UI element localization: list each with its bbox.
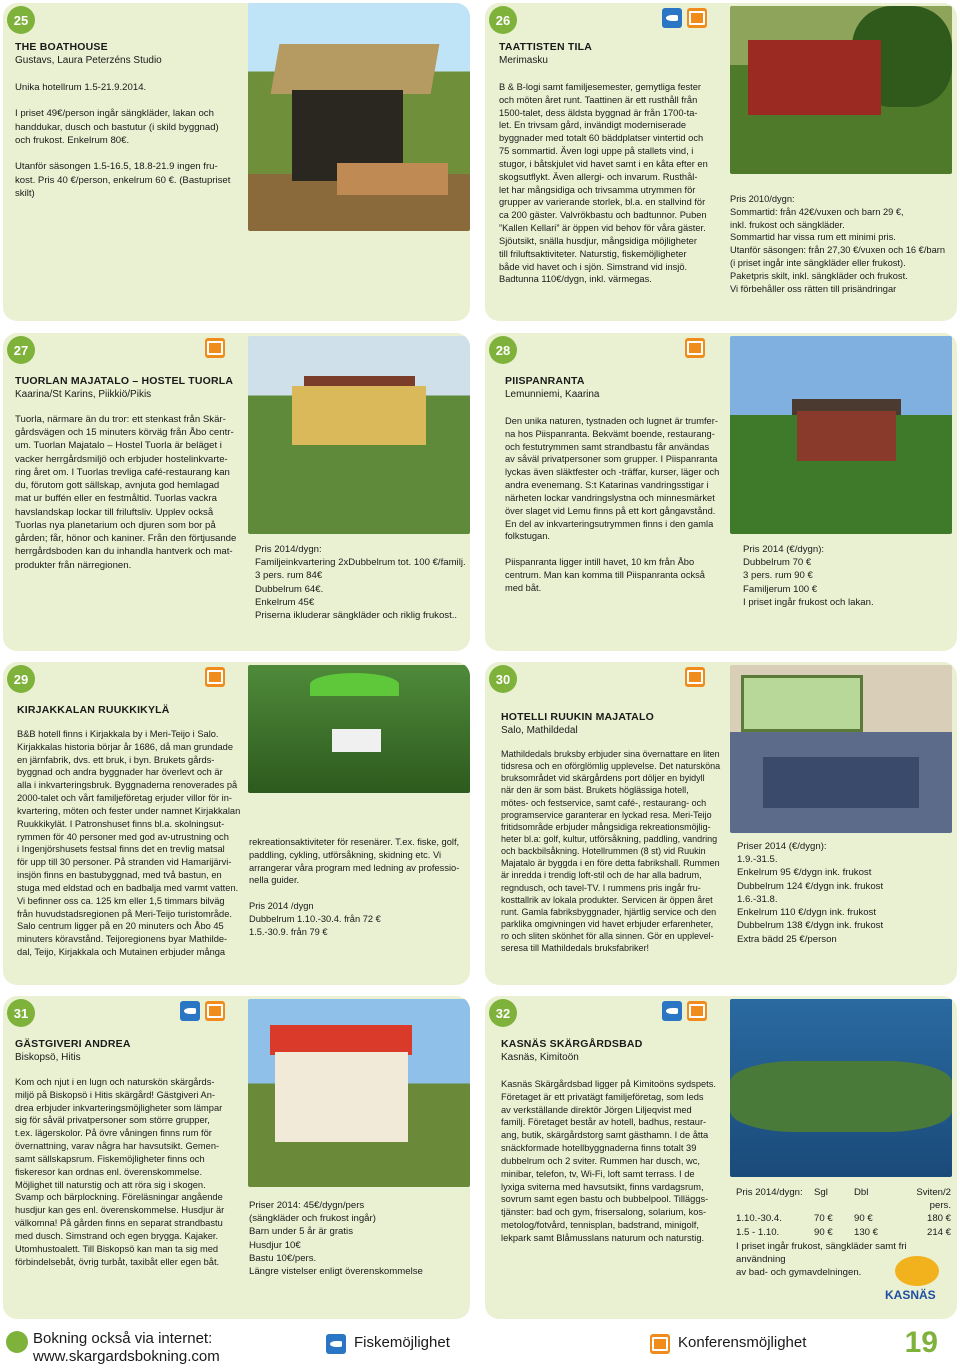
farm-photo [730,6,952,174]
booking-text: Bokning också via internet: [33,1330,213,1347]
listing-location: Gustavs, Laura Peterzéns Studio [15,55,162,66]
hostel-photo [248,336,470,534]
price-table-row: 1.5 - 1.10. 90 € 130 € 214 € [736,1226,951,1238]
price-table-header: Pris 2014/dygn: Sgl Dbl Sviten/2 pers. [736,1187,951,1212]
aerial-photo [730,999,952,1177]
booking-url[interactable]: www.skargardsbokning.com [33,1348,220,1365]
listing-number-badge: 27 [7,336,35,364]
conference-icon [685,667,705,687]
listing-card-29 [3,662,470,985]
listing-card-25 [3,3,470,321]
listing-location: Kasnäs, Kimitoön [501,1052,579,1063]
listing-number-badge: 31 [7,999,35,1027]
guesthouse-photo [248,999,470,1187]
listing-title: HOTELLI RUUKIN MAJATALO [501,711,654,723]
listing-location: Kaarina/St Karins, Piikkiö/Pikis [15,389,152,400]
conference-icon [205,1001,225,1021]
listing-title: THE BOATHOUSE [15,41,108,53]
conference-icon [205,667,225,687]
listing-description: Mathildedals bruksby erbjuder sina övernattare en liten tidsresa och en oförglömlig upplevelse. Det natursköna bruksområdet vid skärgårdens port döljer en byidyll när den är som bäst. Brukets höglässiga hotell, mötes- och festservice, samt café-, restaurang- och programservice garanterar en lyckad resa. Meri-Teijo fritidsområde erbjuder mångsidiga rekreationsmöjlig- heter bl.a: golf, kultur, utförsåkning, paddling, vandring och backbilsåkning. Hotellrummen (8 st) vid Ruukin Majatalo är byggda i en före detta fabrikshall. Rummen är inredda i trendig loft-stil och de har alla badrum, regndusch, och tavel-TV. I rummens pris ingår fru- kosttallrik av lokala produkter. Servicen är öppen året runt. Gamla fabriksbyggnader, hjärtlig service och den parklika omgivningen vid havet erbjuder erfarenheter, ro och sliten skönhet för alla sinnen. Gör en upplevel- seresa till Mathildedals bruksfabriker! [501,749,721,954]
fishing-icon [326,1334,346,1354]
listing-number-badge: 30 [489,665,517,693]
listing-price: Priser 2014 (€/dygn): 1.9.-31.5. Enkelrum 95 €/dygn ink. frukost Dubbelrum 124 €/dygn ink. frukost 1.6.-31.8. Enkelrum 110 €/dygn ink. frukost Dubbelrum 138 €/dygn ink. frukost Extra bädd 25 €/person [737,841,884,945]
listing-card-26 [485,3,957,321]
listing-price: Pris 2014/dygn: Familjeinkvartering 2xDubbelrum tot. 100 €/familj. 3 pers. rum 84€ Dubbelrum 64€. Enkelrum 45€ Priserna ikluderar sängkläder och riklig frukost.. [255,544,466,622]
conference-legend: Konferensmöjlighet [678,1334,807,1351]
listing-description: B & B-logi samt familjesemester, gemytliga fester och möten året runt. Taattinen är ett rusthåll från 1500-talet, dess äldsta byggnad är från 1700-ta- let. En trivsam gård, invändigt moderniserade byggnader med totalt 60 bäddplatser vintertid och 75 sommartid. Även logi uppe på stallets vind, i stugor, i båtskjulet vid havet samt i en kåta efter en skogsutflykt. Även allergi- och invarum. Rusthål- let har mångsidiga och trivsamma utrymmen för grupper av varierande storlek, bl.a. en stallvind för ca 200 gäster. Valvrökbastu och badtunnor. Puben ”Kallen Kellari” är öppen vid behov för våra gäster. Sjöutsikt, snälla husdjur, mångsidiga möjligheter till friluftsaktiviteter. Naturstig, fiskemöjligheter både vid havet och i sjön. Simstrand vid insjö. Badtunna 110€/dygn, inkl. värmegas. [499,82,708,285]
piispanranta-photo [730,336,952,534]
conference-icon [685,338,705,358]
listing-title: GÄSTGIVERI ANDREA [15,1038,131,1050]
listing-number-badge: 28 [489,336,517,364]
listing-title: TUORLAN MAJATALO – HOSTEL TUORLA [15,375,234,387]
conference-icon [687,1001,707,1021]
listing-location: Merimasku [499,55,548,66]
listing-price: Pris 2010/dygn: Sommartid: från 42€/vuxen och barn 29 €, inkl. frukost och sängkläder. Sommartid har vissa rum ett minimi pris. Utanför säsongen: från 27,30 €/vuxen och 16 €/barn (i priset ingår inte sängkläder eller frukost). Paketpris skilt, inkl. sängkläder och frukost. Vi förbehåller oss rätten till prisändringar [730,194,946,294]
kirjakkala-photo [248,665,470,793]
price-table-row: 1.10.-30.4. 70 € 90 € 180 € [736,1213,951,1225]
listing-card-30 [485,662,957,985]
listing-card-27 [3,333,470,651]
booking-icon [6,1331,28,1353]
listing-number-badge: 25 [7,6,35,34]
listing-description: Kom och njut i en lugn och naturskön skärgårds- miljö på Biskopsö i Hitis skärgård! Gästgiveri An- drea erbjuder inkvarteringsmöjligheter som lämpar sig för såväl privatpersoner som större grupper, t.ex. lägerskolor. På övre våningen finns rum för övernattning, varav några har havsutsikt. Gemen- samt sällskapsrum. Fiskemöjligheter finns och fiskeresor kan ordnas enl. överenskommelse. Möjlighet till naturstig och att röra sig i skogen. Svamp och bärplockning. Föreläsningar angående husdjur kan ges enl. överenskommelse. Husdjur är välkomna! På gården finns en separat strandbastu med dusch. Simstrand och egen brygga. Kajaker. Utomhustoalett. Till Biskopsö kan man ta sig med förbindelsebåt, övrig turbåt, taxibåt eller egen båt. [15,1077,225,1267]
listing-location: Biskopsö, Hitis [15,1052,81,1063]
fishing-icon [180,1001,200,1021]
listing-price: Pris 2014 (€/dygn): Dubbelrum 70 € 3 pers. rum 90 € Familjerum 100 € I priset ingår frukost och lakan. [743,544,874,608]
fishing-icon [662,8,682,28]
page-number: 19 [904,1326,938,1359]
listing-card-32 [485,996,957,1319]
conference-icon [205,338,225,358]
price-table [736,1186,951,1239]
listing-number-badge: 29 [7,665,35,693]
listing-description: Kasnäs Skärgårdsbad ligger på Kimitoöns sydspets. Företaget är ett privatägt familjeföretag, som leds av verkställande direktör Jörgen Liljeqvist med familj. Företaget består av hotell, badhus, restaur- ang, butik, skärgårdstorg samt gästhamn. I de åtta snäckformade hotellbyggnaderna finns totalt 39 dubbelrum och 2 sviter. Rummen har dusch, wc, minibar, telefon, tv, Wi-Fi, loft samt terrass. I de lyxiga sviterna med havsutsikt, finns vardagsrum, sovrum samt egen bastu och bubbelpool. Tilläggs- tjänster: bad och gym, frisersalong, solarium, kos- metolog/fotvård, tennisplan, badstrand, minigolf, lekpark samt Blåmusslans naturum och naturstig. [501,1079,716,1243]
listing-description: B&B hotell finns i Kirjakkala by i Meri-Teijo i Salo. Kirjakkalas historia börjar år 1686, då man grundade en järnfabrik, dvs. ett bruk, i byn. Brukets gårds- byggnad och andra byggnader har överlevt och är alla i inkvarteringsbruk. Byggnaderna renoverades på 2000-talet och vårt familjeföretag erjuder villor för in- kvartering, möten och fester under namnet Kirjakkalan Ruukkikylät. I Patronshuset finns bl.a. skolningsut- rymmen för 40 personer med god av-utrustning och i Ingenjörshusets festsal finns det en trevlig matsal för upp till 30 personer. På stranden vid Hamarijärvi- insjön finns en bastubyggnad, med två bastun, en stuga med eldstad och en badbalja med varmt vatten. Vi befinner oss ca. 125 km eller 1,5 timmars bilväg från huvudstadsregionen på Meri-Teijo turistområde. Salo centrum ligger på en 20 minuters och Åbo 45 minuters köravstånd. Teijoregionens byar Mathilde- dal, Teijo, Kirjakkala och Mutainen erbjuder många [17,729,241,958]
listing-description: Tuorla, närmare än du tror: ett stenkast från Skär- gårdsvägen och 15 minuters körväg från Åbo centr- um. Tuorlan Majatalo – Hostel Tuorla är beläget i vacker herrgårdsmiljö och erbjuder hostelinkvarte- ring året om. I Tuorlas trevliga café-restaurang kan du, förutom gott sällskap, avnjuta god hemlagad mat ur buffén eller en festmåltid. Tuorlas vackra havslandskap lockar till friluftsliv. Upplev också Tuorlas nya planetarium och djuren som bor på gården; får, hönor och kaniner. Från den förtjusande herrgårdsboden kan du inhandla hantverk och mat- produkter från närregionen. [15,414,237,571]
conference-icon [650,1334,670,1354]
fishing-legend: Fiskemöjlighet [354,1334,450,1351]
listing-number-badge: 26 [489,6,517,34]
fishing-icon [662,1001,682,1021]
listing-location: Salo, Mathildedal [501,725,578,736]
hotel-room-photo [730,665,952,833]
boathouse-photo [248,3,470,231]
price-note: I priset ingår frukost, sängkläder samt fri användning av bad- och gymavdelningen. [736,1241,907,1279]
listing-card-31 [3,996,470,1319]
listing-price: Priser 2014: 45€/dygn/pers (sängkläder och frukost ingår) Barn under 5 år är gratis Husdjur 10€ Bastu 10€/pers. Längre vistelser enligt överenskommelse [249,1200,423,1278]
listing-number-badge: 32 [489,999,517,1027]
conference-icon [687,8,707,28]
listing-description-continued: rekreationsaktiviteter för resenärer. T.ex. fiske, golf, paddling, cykling, utförsåkning, skidning etc. Vi arrangerar våra program med ledning av professio- nella guider. Pris 2014 /dygn Dubbelrum 1.10.-30.4. från 72 € 1.5.-30.9. från 79 € [249,837,460,937]
listing-title: KIRJAKKALAN RUUKKIKYLÄ [17,704,170,716]
listing-location: Lemunniemi, Kaarina [505,389,600,400]
listing-title: PIISPANRANTA [505,375,585,387]
footer [0,1322,960,1368]
listing-title: KASNÄS SKÄRGÅRDSBAD [501,1038,643,1050]
listing-card-28 [485,333,957,651]
listing-description: Den unika naturen, tystnaden och lugnet är trumfer- na hos Piispanranta. Bekvämt boende, restaurang- och festutrymmen samt strandbastu får användas av såväl privatpersoner som grupper. I Piispanranta lyckas även släktfester och -träffar, kurser, läger och andra evenemang. S:t Katarinas vandringsstigar i närheten lockar vandringslystna och minnesmärket över slaget vid Lemu finns på ett kort gångavstånd. En del av inkvarteringsutrymmen finns i den gamla folkstugan. Piispanranta ligger intill havet, 10 km från Åbo centrum. Man kan komma till Piispanranta också med båt. [505,416,720,593]
kasnas-logo: KASNÄS [883,1254,953,1314]
listing-title: TAATTISTEN TILA [499,41,593,53]
listing-description: Unika hotellrum 1.5-21.9.2014. I priset 49€/person ingår sängkläder, lakan och handdukar, dusch och bastutur (i skild byggnad) och frukost. Enkelrum 80€. Utanför säsongen 1.5-16.5, 18.8-21.9 ingen fru- kost. Pris 40 €/person, enkelrum 60 €. (Bastupriset skilt) [15,82,231,199]
